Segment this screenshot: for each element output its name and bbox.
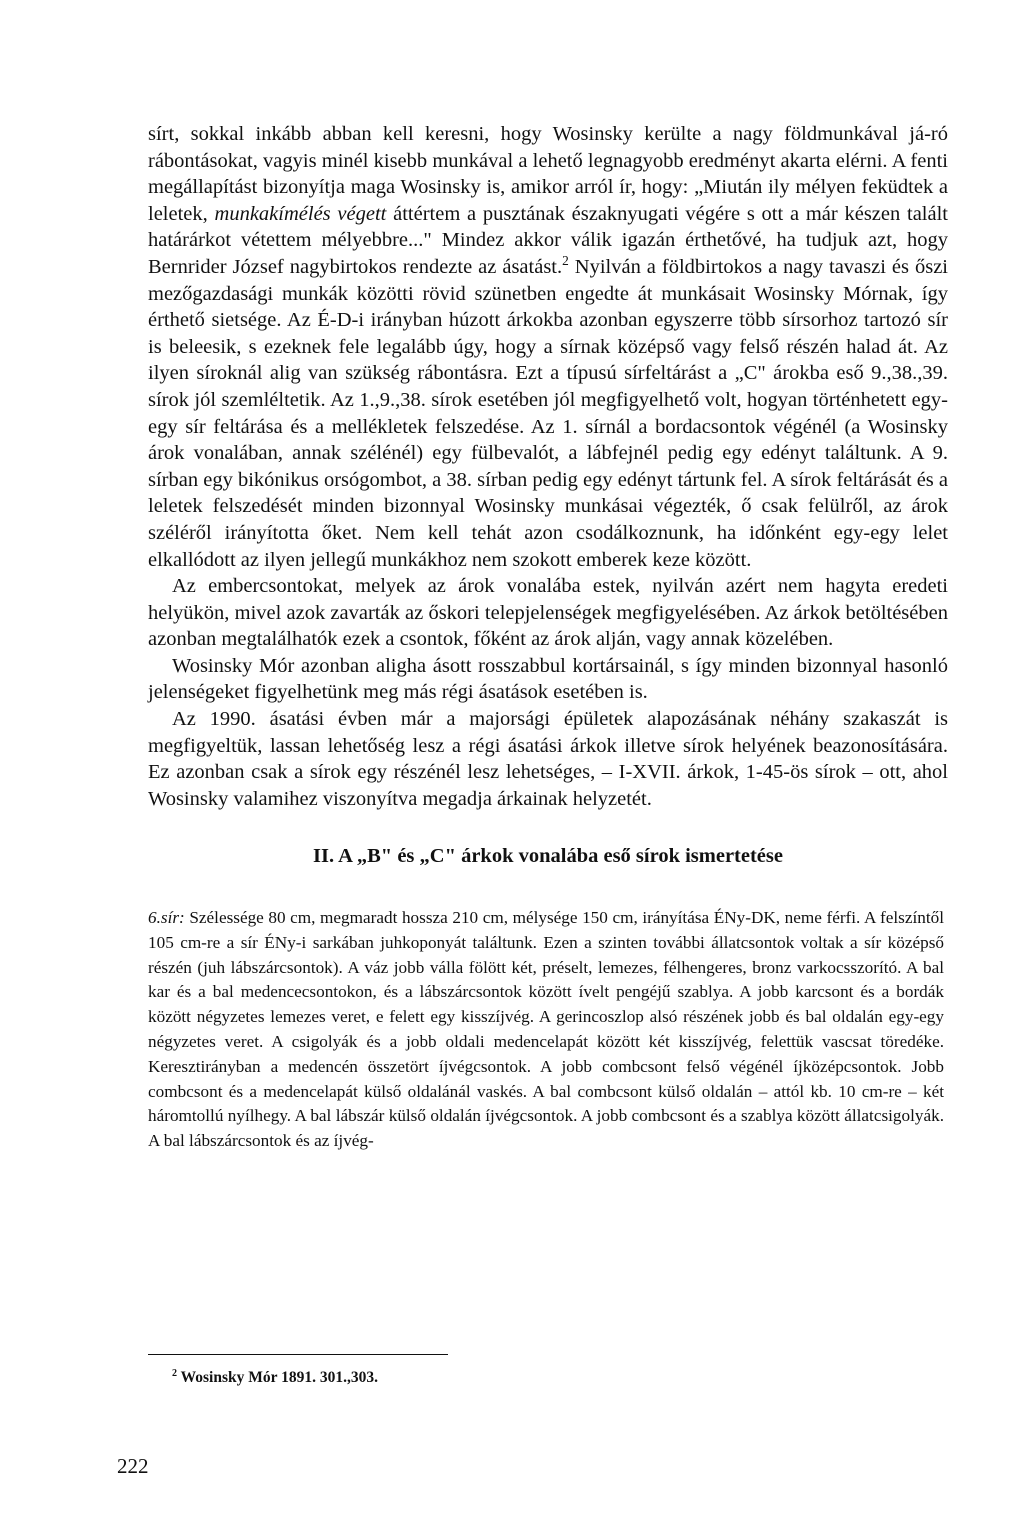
grave-description [148,906,944,1154]
paragraph-1-text-b: áttértem a pusztának északnyugati végére s ott a már készen talált határárkot vétettem mélyebbre..." Mindez akkor válik igazán érthetővé, ha tudjuk azt, hogy Bernrider József nagybirtokos rendezte az ásatást. [148,202,948,278]
footnote-divider [148,1354,448,1355]
paragraph-1-text-c: Nyilván a földbirtokos a nagy tavaszi és őszi mezőgazdasági munkák közötti rövid szünetben engedte át munkásait Wosinsky Mórnak, így érthető sietsége. Az É-D-i irányban húzott árkokba azonban egyszerre több sírsorhoz tartozó sír is beleesik, s ezeknek fele legalább úgy, hogy a sírnak középső vagy felső részén halad át. Az ilyen síroknál alig van szükség rábontásra. Ezt a típusú sírfeltárást a „C" árokba eső 9.,38.,39. sírok jól szemléltetik. Az 1.,9.,38. sírok esetében jól megfigyelhető volt, hogyan történhetett egy-egy sír feltárása és a mellékletek felszedése. Az 1. sírnál a bordacsontok végénél (a Wosinsky árok vonalában, annak szélénél) egy fülbevalót, a lábfejnél pedig egy edényt találtunk. A 9. sírban egy bikónikus orsógombot, a 38. sírban pedig egy edényt tártunk fel. A sírok feltárását és a leletek felszedését minden bizonnyal Wosinsky munkásai végezték, ő csak felülről, az árok széléről irányította őket. Nem kell tehát azon csodálkoznunk, ha időnként egy-egy lelet elkallódott az ilyen jellegű munkákhoz nem szokott emberek keze között. [148,255,948,571]
paragraph-1-text-a: sírt, sokkal inkább abban kell keresni, hogy Wosinsky kerülte a nagy földmunkával já-ró rábontásokat, vagyis minél kisebb munkával a lehető legnagyobb eredményt akarta elérni. A fenti megállapítást bizonyítja maga Wosinsky is, amikor arról ír, hogy: „Miután ily mélyen feküdtek a leletek, [148,123,948,225]
section-heading: II. A „B" és „C" árkok vonalába eső sírok ismertetése [313,845,783,867]
footnote [172,1369,378,1387]
main-text [148,121,948,812]
footnote-reference: 2 [562,253,569,269]
paragraph-1 [148,121,948,573]
footnote-number: 2 [172,1367,178,1379]
grave-description-text: Szélessége 80 cm, megmaradt hossza 210 cm, mélysége 150 cm, irányítása ÉNy-DK, neme férfi. A felszíntől 105 cm-re a sír ÉNy-i sarkában juhkoponyát találtunk. Ezen a szinten további állatcsontok voltak a sír középső részén (juh lábszárcsontok). A váz jobb válla fölött két, préselt, lemezes, félhengeres, bronz varkocsszorító. A bal kar és a bal medencecsontokon, és a lábszárcsontok között ívelt pengéjű szablya. A jobb karcsont és a bordák között négyzetes lemezes veret, e felett egy kisszíjvég. A gerincoszlop alsó részének jobb és bal oldalán egy-egy négyzetes veret. A csigolyák és a jobb oldali medencelapát között két kisszíjvég, felettük vascsat töredéke. Keresztirányban a medencén összetört íjvégcsontok. A jobb combcsont felső végénél íjközépcsontok. Jobb combcsont és a medencelapát külső oldalánál vaskés. A bal combcsont külső oldalán – attól kb. 10 cm-re – két háromtollú nyílhegy. A bal lábszár külső oldalán íjvégcsontok. A jobb combcsont és a szablya között állatcsigolyák. A bal lábszárcsontok és az íjvég- [148,908,944,1151]
footnote-text: Wosinsky Mór 1891. 301.,303. [177,1369,378,1386]
emphasized-phrase: munkakímélés végett [214,202,387,225]
paragraph-3: Wosinsky Mór azonban aligha ásott rosszabbul kortársainál, s így minden bizonnyal hasonló jelenségeket figyelhetünk meg más régi ásatások esetében is. [148,654,948,704]
page-number: 222 [117,1454,149,1478]
paragraph-2: Az embercsontokat, melyek az árok vonalába estek, nyilván azért nem hagyta eredeti helyükön, mivel azok zavarták az őskori telepjelenségek megfigyelésében. Az árkok betöltésében azonban megtalálhatók ezek a csontok, főként az árok alján, vagy annak közelében. [148,575,948,651]
grave-label: 6.sír: [148,908,185,927]
paragraph-4: Az 1990. ásatási évben már a majorsági épületek alapozásának néhány szakaszát is megfigyeltük, lassan lehetőség lesz a régi ásatási árkok illetve sírok helyének beazonosítására. Ez azonban csak a sírok egy részénél lesz lehetséges, – I-XVII. árkok, 1-45-ös sírok – ott, ahol Wosinsky valamihez viszonyítva megadja árkainak helyzetét. [148,708,948,810]
